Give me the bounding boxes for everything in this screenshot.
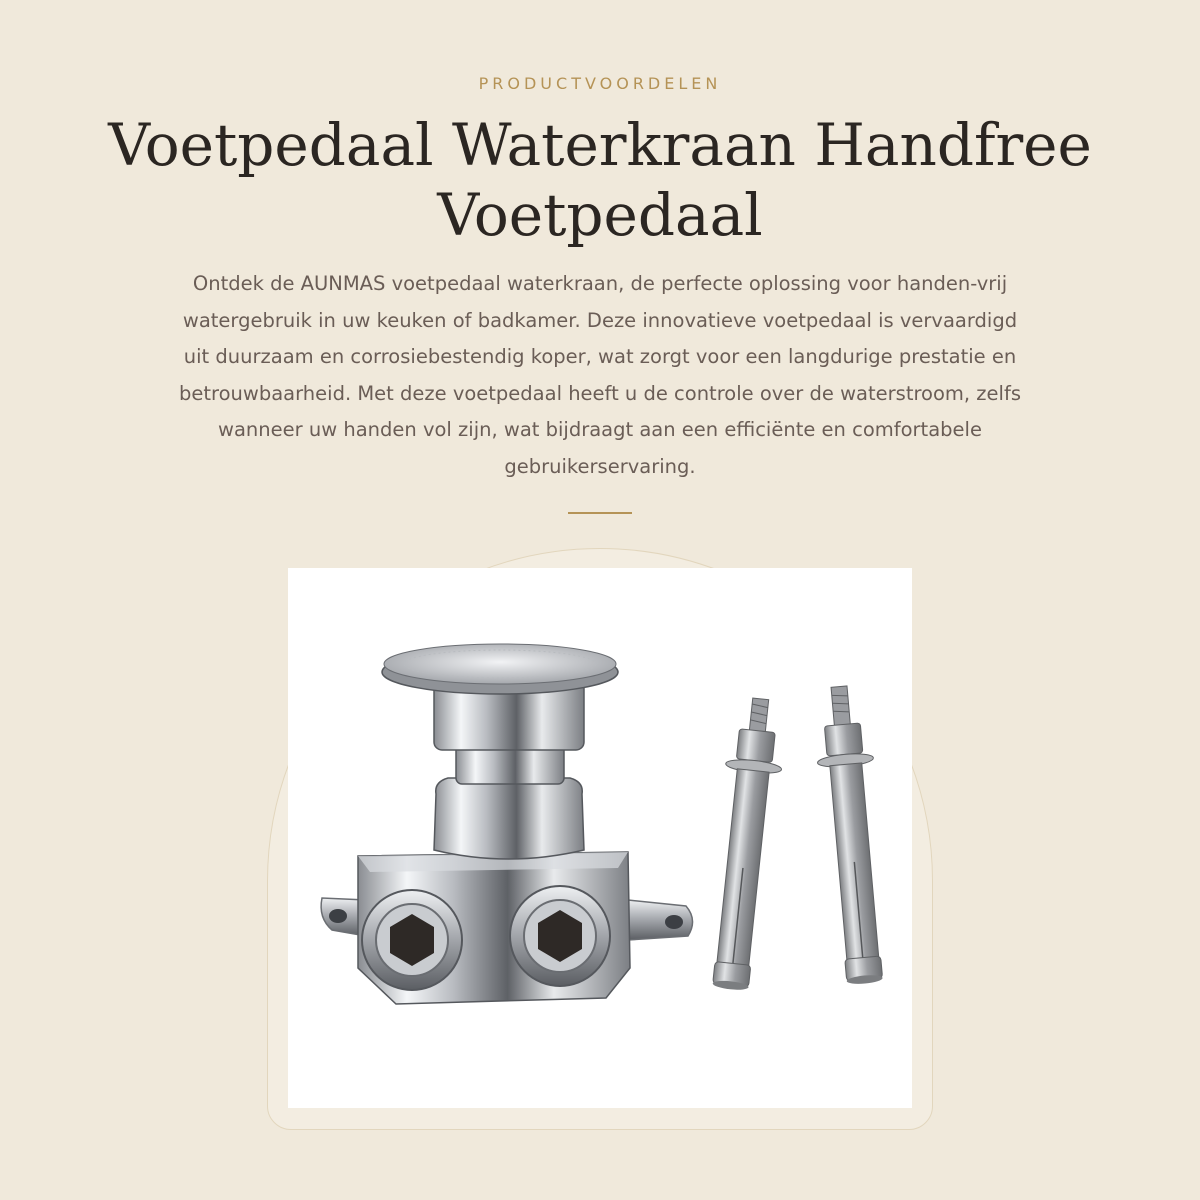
expansion-bolt-2 [811, 684, 893, 986]
title-divider [568, 512, 632, 514]
foot-pedal-plate [382, 644, 618, 694]
product-image [288, 568, 912, 1108]
page-title: Voetpedaal Waterkraan Handfree Voetpedaal [108, 111, 1092, 249]
inlet-port-left [362, 890, 462, 990]
inlet-port-right [510, 886, 610, 986]
expansion-bolt-1 [702, 696, 788, 992]
product-description: Ontdek de AUNMAS voetpedaal waterkraan, de perfecte oplossing voor handen-vrij watergebruik in uw keuken of badkamer. Deze innovatieve voetpedaal is vervaardigd uit duurzaam en corrosiebestendig koper, wat zorgt voor een langdurige prestatie en betrouwbaarheid. Met deze voetpedaal heeft u de controle over de waterstroom, zelfs wanneer uw handen vol zijn, wat bijdraagt aan een efficiënte en comfortabele gebruikerservaring. [179, 272, 1021, 478]
mounting-ear-right [628, 900, 693, 940]
eyebrow-label: PRODUCTVOORDELEN [478, 74, 722, 93]
pedal-stem [434, 678, 584, 859]
product-illustration [288, 568, 912, 1108]
